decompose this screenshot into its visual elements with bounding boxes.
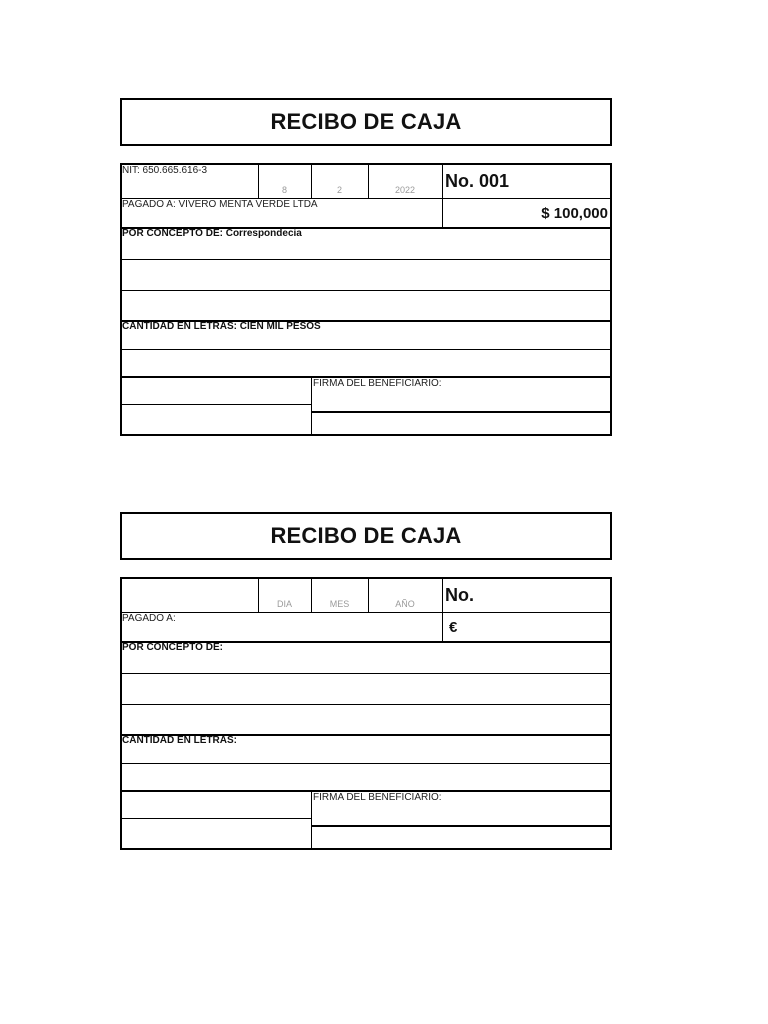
amount-words-field: CANTIDAD EN LETRAS: <box>122 735 237 746</box>
receipt-form <box>120 577 612 850</box>
concept-field: POR CONCEPTO DE: Correspondecia <box>122 228 302 239</box>
amount-words-field: CANTIDAD EN LETRAS: CIEN MIL PESOS <box>122 321 321 332</box>
paid-to-field: PAGADO A: <box>122 613 176 624</box>
date-month: MES <box>329 599 350 609</box>
concept-field: POR CONCEPTO DE: <box>122 642 223 653</box>
amount-value: $ 100,000 <box>541 205 608 222</box>
date-year: AÑO <box>395 599 415 609</box>
date-month: 2 <box>336 185 342 195</box>
receipt-form <box>120 163 612 436</box>
signature-label: FIRMA DEL BENEFICIARIO: <box>313 378 442 389</box>
receipt-number: No. <box>445 585 474 605</box>
receipt-title: RECIBO DE CAJA <box>120 98 612 146</box>
date-day: 8 <box>281 185 287 195</box>
nit-field: NIT: 650.665.616-3 <box>122 165 208 176</box>
receipt-number: No. 001 <box>445 171 510 191</box>
date-day: DIA <box>276 599 292 609</box>
date-year: 2022 <box>394 185 416 195</box>
currency-symbol: € <box>449 619 458 636</box>
paid-to-field: PAGADO A: VIVERO MENTA VERDE LTDA <box>122 199 318 210</box>
signature-label: FIRMA DEL BENEFICIARIO: <box>313 792 442 803</box>
receipt-title: RECIBO DE CAJA <box>120 512 612 560</box>
